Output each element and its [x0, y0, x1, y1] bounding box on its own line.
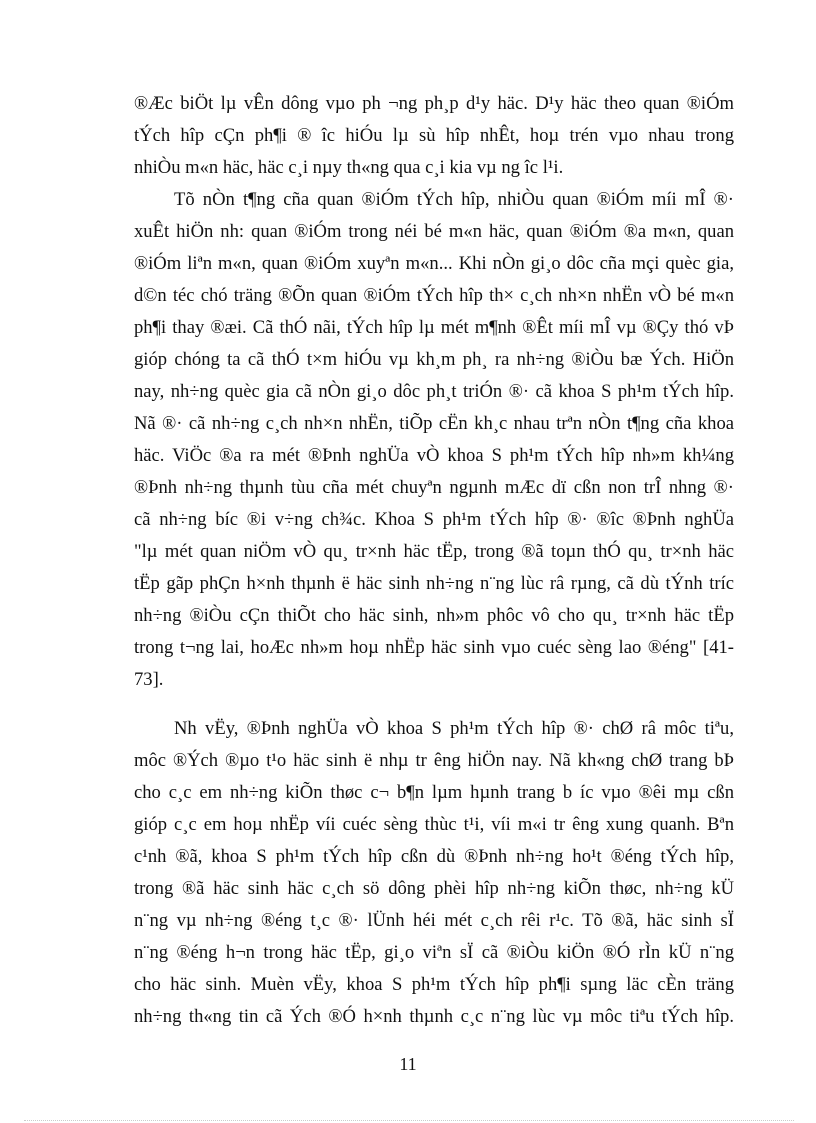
- text-line: nh÷ng ®iÒu cÇn thiÕt cho häc sinh, nh»m phôc vô cho qu¸ tr×nh häc tËp: [134, 605, 734, 626]
- text-line: môc ®Ých ®µo t¹o häc sinh ë nhµ tr êng hiÖn nay. Nã kh«ng chØ trang bÞ: [134, 750, 734, 771]
- text-line: cho häc sinh. Muèn vËy, khoa S ph¹m tÝch hîp ph¶i sµng läc cÈn träng: [134, 974, 734, 995]
- text-line: trong ®ã häc sinh häc c¸ch sö dông phèi hîp nh÷ng kiÕn thøc, nh÷ng kÜ: [134, 878, 734, 899]
- text-line: ®Þnh nh÷ng thµnh tùu cña mét chuyªn ngµnh mÆc dï cßn non trÎ nhng ®·: [134, 477, 734, 498]
- text-line: tÝch hîp cÇn ph¶i ® îc hiÓu lµ sù hîp nhÊt, hoµ trén vµo nhau trong: [134, 125, 734, 146]
- text-line: gióp c¸c em hoµ nhËp víi cuéc sèng thùc t¹i, víi m«i tr êng xung quanh. Bªn: [134, 814, 734, 835]
- text-line: cho c¸c em nh÷ng kiÕn thøc c¬ b¶n lµm hµnh trang b íc vµo ®êi mµ cßn: [134, 782, 734, 803]
- text-line: n¨ng vµ nh÷ng ®éng t¸c ®· lÜnh héi mét c¸ch rêi r¹c. Tõ ®ã, häc sinh sÏ: [134, 910, 734, 931]
- text-line: Tõ nÒn t¶ng cña quan ®iÓm tÝch hîp, nhiÒu quan ®iÓm míi mÎ ®·: [174, 189, 734, 210]
- text-line: ®Æc biÖt lµ vÊn dông vµo ph ¬ng ph¸p d¹y häc. D¹y häc theo quan ®iÓm: [134, 93, 734, 114]
- text-line: häc. ViÖc ®a ra mét ®Þnh nghÜa vÒ khoa S ph¹m tÝch hîp nh»m kh¼ng: [134, 445, 734, 466]
- text-line: Nh vËy, ®Þnh nghÜa vÒ khoa S ph¹m tÝch hîp ®· chØ râ môc tiªu,: [174, 718, 734, 739]
- body-text: [134, 88, 734, 1033]
- text-line: tËp gãp phÇn h×nh thµnh ë häc sinh nh÷ng n¨ng lùc râ rµng, cã dù tÝnh tríc: [134, 573, 734, 594]
- text-line: "lµ mét quan niÖm vÒ qu¸ tr×nh häc tËp, trong ®ã toµn thÓ qu¸ tr×nh häc: [134, 541, 734, 562]
- text-line: nay, nh÷ng quèc gia cã nÒn gi¸o dôc ph¸t triÓn ®· cã khoa S ph¹m tÝch hîp.: [134, 381, 734, 402]
- text-line: ph¶i thay ®æi. Cã thÓ nãi, tÝch hîp lµ mét m¶nh ®Êt míi mÎ vµ ®Çy thó vÞ: [134, 317, 734, 338]
- paragraph: [134, 184, 734, 696]
- paragraph: [134, 88, 734, 184]
- page-number: 11: [399, 1054, 417, 1074]
- text-line: ®iÓm liªn m«n, quan ®iÓm xuyªn m«n... Khi nÒn gi¸o dôc cña mçi quèc gia,: [134, 253, 734, 274]
- text-line: 73].: [134, 669, 164, 690]
- text-line: xuÊt hiÖn nh: quan ®iÓm trong néi bé m«n häc, quan ®iÓm ®a m«n, quan: [134, 221, 734, 242]
- text-line: Nã ®· cã nh÷ng c¸ch nh×n nhËn, tiÕp cËn kh¸c nhau trªn nÒn t¶ng cña khoa: [134, 413, 734, 434]
- text-line: gióp chóng ta cã thÓ t×m hiÓu vµ kh¸m ph¸ ra nh÷ng ®iÒu bæ Ých. HiÖn: [134, 349, 734, 370]
- text-line: nhiÒu m«n häc, häc c¸i nµy th«ng qua c¸i kia vµ ng îc l¹i.: [134, 157, 564, 178]
- text-line: nh÷ng th«ng tin cã Ých ®Ó h×nh thµnh c¸c n¨ng lùc vµ môc tiªu tÝch hîp.: [134, 1006, 734, 1027]
- text-line: cã nh÷ng bíc ®i v÷ng ch¾c. Khoa S ph¹m tÝch hîp ®· ®îc ®Þnh nghÜa: [134, 509, 734, 530]
- page-bottom-divider: [24, 1120, 794, 1121]
- text-line: n¨ng ®éng h¬n trong häc tËp, gi¸o viªn sÏ cã ®iÒu kiÖn ®Ó rÌn kÜ n¨ng: [134, 942, 734, 963]
- paragraph: [134, 713, 734, 1033]
- text-line: trong t¬ng lai, hoÆc nh»m hoµ nhËp häc sinh vµo cuéc sèng lao ®éng" [41-: [134, 637, 734, 658]
- text-line: c¹nh ®ã, khoa S ph¹m tÝch hîp cßn dù ®Þnh nh÷ng ho¹t ®éng tÝch hîp,: [134, 846, 734, 867]
- text-line: d©n téc chó träng ®Õn quan ®iÓm tÝch hîp th× c¸ch nh×n nhËn vÒ bé m«n: [134, 285, 734, 306]
